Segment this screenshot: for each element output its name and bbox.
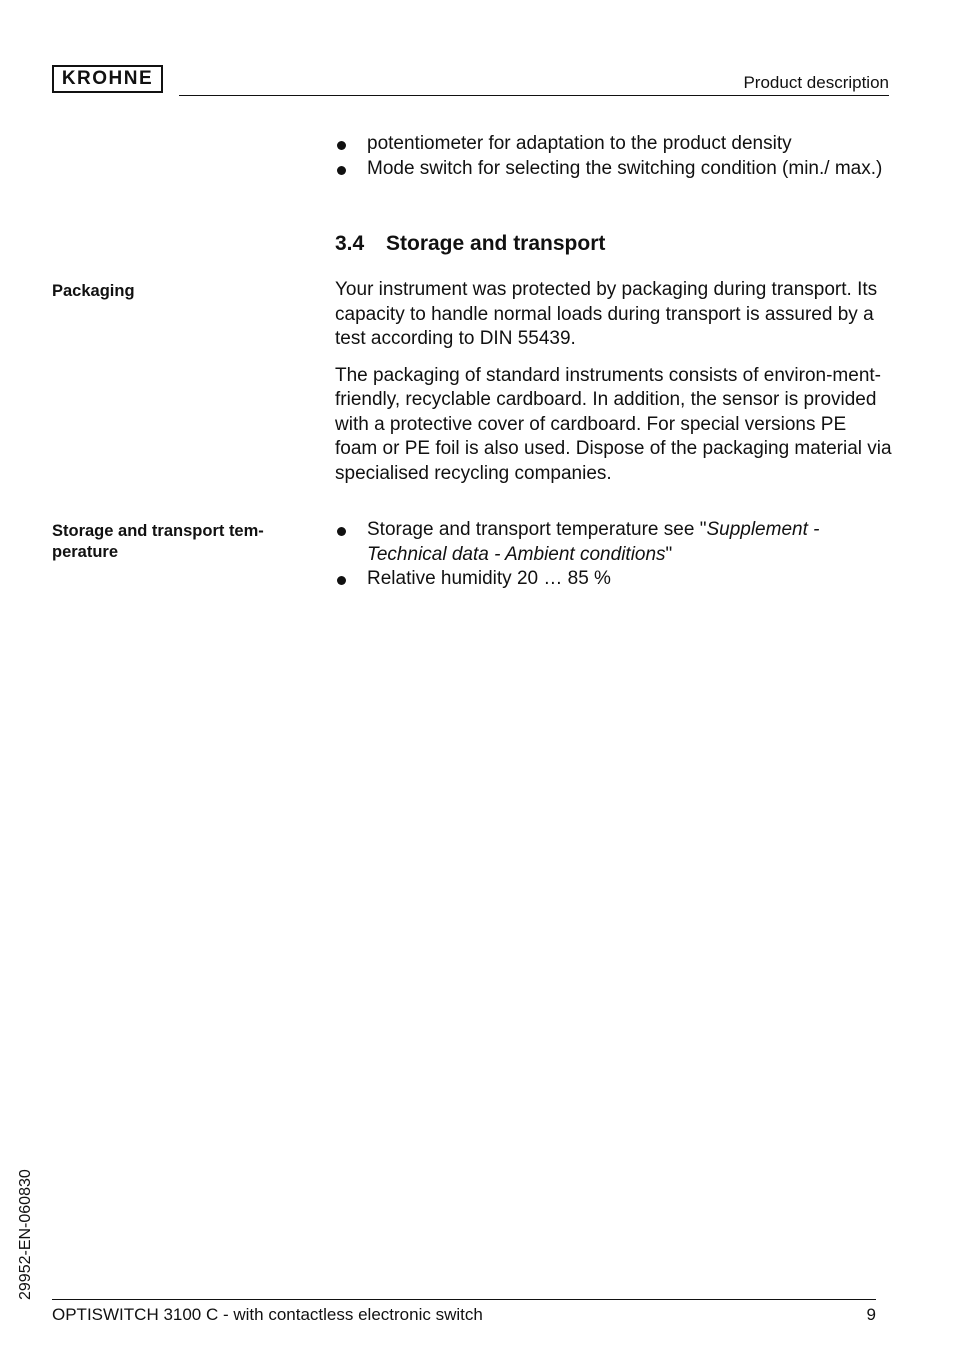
- footer-rule: [52, 1299, 876, 1300]
- list-item: Mode switch for selecting the switching condition (min./ max.): [335, 157, 893, 182]
- packaging-label: Packaging: [52, 282, 135, 300]
- krohne-logo: KROHNE: [52, 65, 163, 93]
- page-number: 9: [866, 1305, 876, 1324]
- document-code: 29952-EN-060830: [17, 1169, 34, 1300]
- section-title: Storage and transport: [386, 232, 606, 255]
- footer-title: OPTISWITCH 3100 C - with contactless electronic switch: [52, 1305, 483, 1324]
- paragraph: The packaging of standard instruments consists of environ-ment-friendly, recyclable cardboard. In addition, the sensor is provided with a protective cover of cardboard. For special versions PE foam or PE foil is also used. Dispose of the packaging material via specialised recycling companies.: [335, 364, 892, 484]
- section-number: 3.4: [335, 232, 365, 255]
- list-item: Relative humidity 20 … 85 %: [335, 567, 893, 592]
- bullet-icon: [337, 141, 346, 150]
- bullet-icon: [337, 527, 346, 536]
- list-item: Storage and transport temperature see "Supplement - Technical data - Ambient conditions": [335, 518, 893, 567]
- bullet-icon: [337, 166, 346, 175]
- bullet-icon: [337, 576, 346, 585]
- list-item: potentiometer for adaptation to the product density: [335, 132, 893, 157]
- section-heading: [335, 232, 605, 256]
- header-rule: [179, 95, 889, 96]
- intro-bullet-list: [335, 132, 893, 181]
- storage-temp-label: Storage and transport tem-perature: [52, 522, 264, 561]
- section-name: Product description: [743, 73, 889, 92]
- packaging-text: [335, 278, 893, 486]
- paragraph: Your instrument was protected by packaging during transport. Its capacity to handle normal loads during transport is assured by a test according to DIN 55439.: [335, 279, 878, 349]
- storage-temp-bullet-list: [335, 518, 893, 592]
